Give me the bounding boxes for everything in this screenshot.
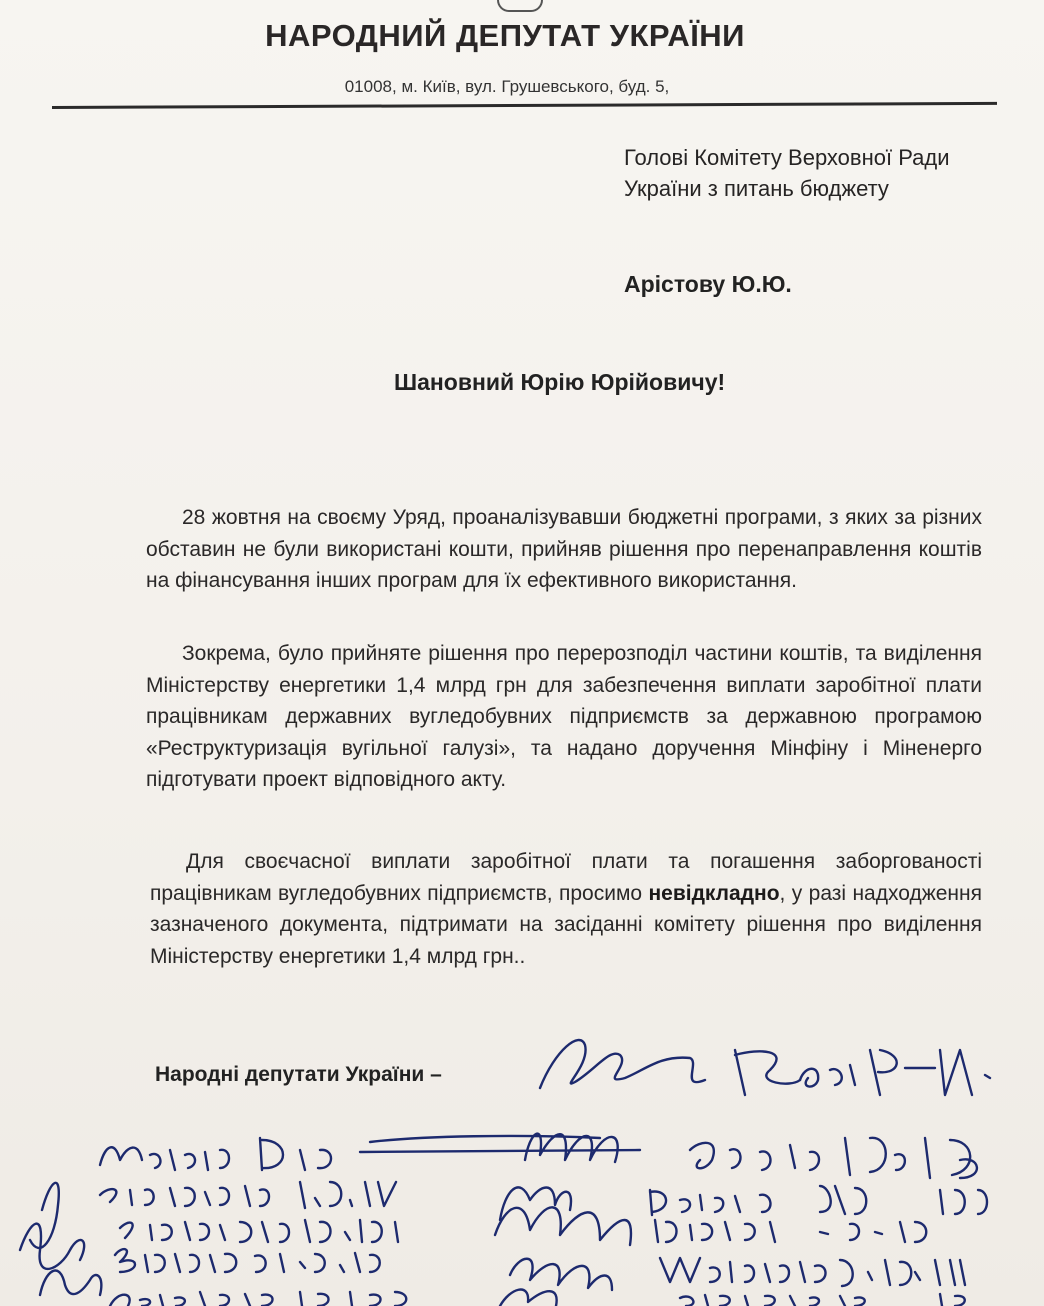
salutation: Шановний Юрію Юрійовичу! (394, 369, 726, 395)
letterhead-title: НАРОДНИЙ ДЕПУТАТ УКРАЇНИ (265, 18, 745, 53)
signature-stroke (540, 1040, 705, 1088)
signature-stroke (115, 1249, 380, 1272)
signature-stroke (680, 1294, 965, 1306)
signature-stroke (100, 1138, 331, 1170)
signature-stroke (655, 1220, 926, 1242)
signature-stroke (360, 1136, 640, 1152)
addressee-block (624, 142, 950, 204)
body-paragraph-2: Зокрема, було прийняте рішення про перерозподіл частини коштів, та виділення Міністерству енергетики 1,4 млрд грн для забезпечення виплати заробітної плати працівникам державних вугледобувних підприємств за державною програмою «Реструктуризація вугільної галузі», та надано доручення Мінфіну і Міненерго підготувати проект відповідного акту. (146, 642, 982, 791)
body-paragraph-1: 28 жовтня на своєму Уряд, проаналізувавши бюджетні програми, з яких за різних обставин не були використані кошти, прийняв рішення про перенаправлення коштів на фінансування інших програм для їх ефективного використання. (146, 506, 982, 592)
coat-of-arms-icon (497, 0, 543, 12)
signature-stroke (690, 1138, 977, 1178)
letterhead-address: 01008, м. Київ, вул. Грушевського, буд. 5, (344, 77, 670, 96)
signature-stroke (650, 1186, 987, 1215)
paragraph-3-end: , у разі надходження зазначеного документа, підтримати на засіданні комітету рішення про виділення Міністерству енергетики 1,4 млрд грн.. (150, 881, 982, 968)
signature-stroke (500, 1290, 557, 1306)
addressee-line-1: Голові Комітету Верховної Ради (624, 145, 950, 170)
urgent-emphasis: невідкладно (648, 881, 780, 905)
addressee-line-2: України з питань бюджету (624, 176, 889, 201)
paragraph-3-start: Для своєчасної виплати заробітної плати та погашення заборгованості працівникам вугледобувних підприємств, просимо (150, 850, 982, 905)
body-paragraph-3 (150, 846, 982, 972)
signature-stroke (30, 1183, 59, 1248)
signature-stroke (510, 1259, 612, 1290)
signature-stroke (120, 1220, 398, 1242)
addressee-name: Арістову Ю.Ю. (624, 271, 792, 297)
signature-stroke (495, 1207, 631, 1245)
signature-stroke (735, 1050, 800, 1095)
signature-stroke (660, 1258, 965, 1286)
handwritten-signatures (0, 1010, 1044, 1306)
letterhead-divider (52, 102, 997, 109)
signature-stroke (40, 1271, 101, 1295)
signature-stroke (110, 1292, 406, 1306)
signature-stroke (100, 1182, 396, 1208)
signatories-label: Народні депутати України – (155, 1063, 442, 1086)
signature-stroke (800, 1050, 990, 1095)
